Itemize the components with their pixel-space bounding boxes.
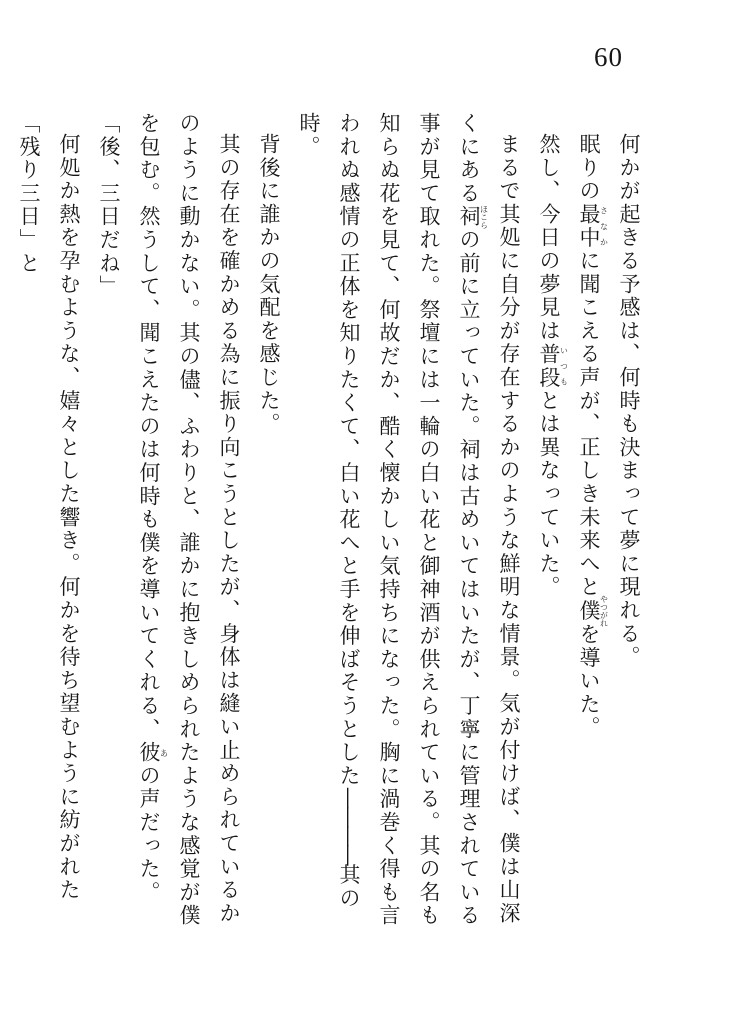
page-number: 60 [594,42,623,72]
paragraph-1: 何かが起きる予感は、何時も決まって夢に現れる。 [617,133,641,669]
paragraph-2-text-a: 眠りの [577,133,601,203]
ruby-itsumo-base: 普段 [537,342,561,390]
ruby-itsumo [537,342,569,390]
paragraph-3-text-a: 然し、今日の夢見は [537,133,561,343]
paragraph-4-text-b: の前に立っていた。祠は古めいてはいたが、丁寧に管理されている事が見て取れた。祭壇には一輪の白い花と御神酒が供えられている。其の名も知らぬ花を見て、何故だか、酷く懐かしい気持ちになった。胸に渦巻く得も言われぬ感情の正体を知りたくて、白い花へと手を伸ばそうとした [337,112,481,928]
ruby-a [137,741,169,765]
paragraph-6 [129,112,249,947]
paragraph-4 [289,112,529,947]
ruby-itsumo-reading: いつも [559,342,569,390]
paragraph-3 [529,112,569,947]
paragraph-8: 何処か熱を孕むような、嬉々とした響き。何かを待ち望むように紡がれた「残り三日」と [17,112,81,902]
em-dash: ―――― [337,787,361,864]
paragraph-5: 背後に誰かの気配を感じた。 [257,133,281,436]
ruby-hokora-reading: ほこら [479,204,489,229]
paragraph-6-text-a: 其の存在を確かめる為に振り向こうとしたが、身体は縫い止められているかのように動かない。其の儘、ふわりと、誰かに抱きしめられたような感覚が僕を包む。然うして、聞こえたのは何時も僕を導いてくれる、 [137,112,241,928]
body-text [9,112,649,947]
ruby-yatsugare-reading: やつがれ [599,595,609,628]
ruby-yatsugare-base: 僕 [577,595,601,628]
ruby-a-reading: あ [159,741,169,765]
paragraph-6-text-b: の声だった。 [137,764,161,905]
paragraph-4-text-c: 其の時。 [297,112,361,911]
ruby-yatsugare [577,595,609,628]
paragraph-2 [569,112,609,947]
dialogue-line: 「後、三日だね」 [97,112,121,299]
ruby-hokora-base: 祠 [457,204,481,229]
paragraph-3-text-b: とは異なっていた。 [537,389,561,600]
ruby-hokora [457,204,489,229]
ruby-a-base: 彼 [137,741,161,765]
paragraph-2-text-b: に聞こえる声が、正しき未来へと [577,249,601,600]
ruby-sanaka [577,202,609,250]
paragraph-4-text-a: まるで其処に自分が存在するかのような鮮明な情景。気が付けば、僕は山深くにある [457,112,521,926]
ruby-sanaka-base: 最中 [577,202,601,250]
paragraph-2-text-c: を導いた。 [577,623,601,740]
ruby-sanaka-reading: さなか [599,202,609,250]
